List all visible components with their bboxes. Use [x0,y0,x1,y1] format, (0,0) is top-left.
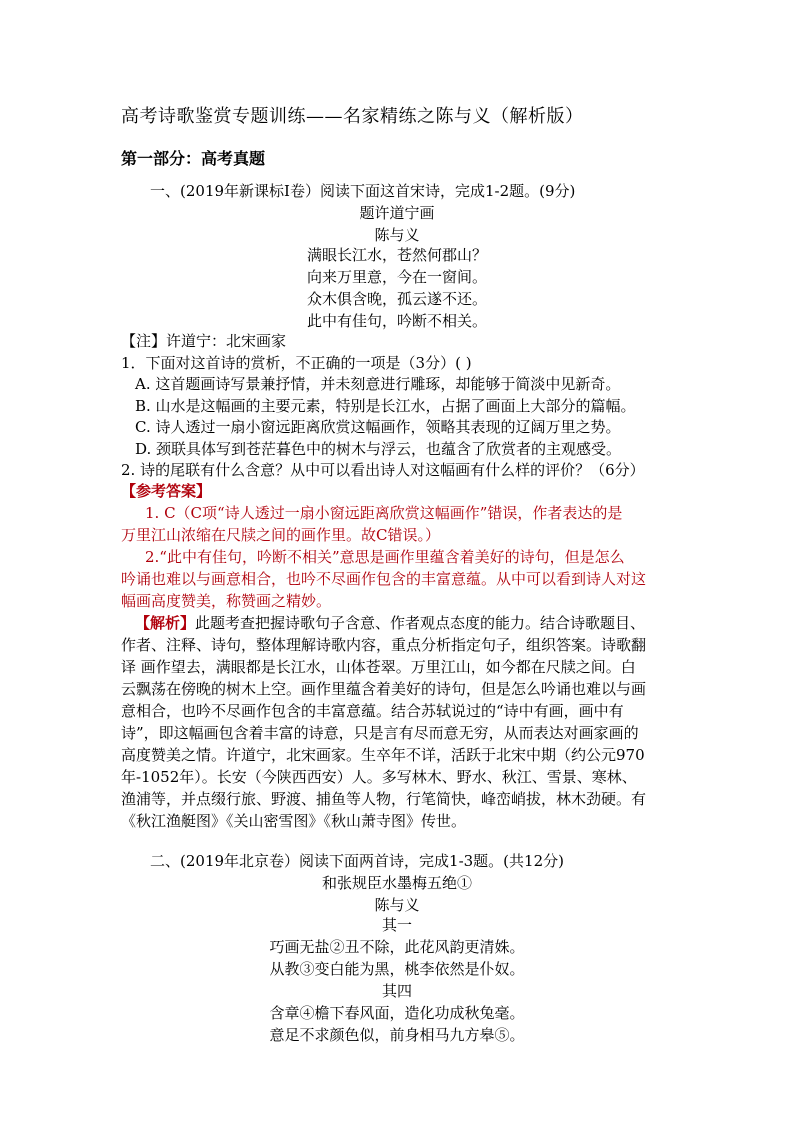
analysis-label: 【解析】 [135,614,196,632]
analysis-line: 渔浦等，并点缀行旅、野渡、捕鱼等人物，行笔简快，峰峦峭拔，林木劲硬。有 [121,790,647,808]
poem2-line: 从教③变白能为黑，桃李依然是仆奴。 [269,960,525,978]
poem1-author: 陈与义 [374,226,420,244]
poem2-line: 巧画无盐②丑不除，此花风韵更清姝。 [269,938,525,956]
poem2-line: 含章④檐下春风面，造化功成秋兔毫。 [269,1004,525,1022]
analysis-line: 诗”，即这幅画包含着丰富的诗意，只是言有尽而意无穷，从而表达对画家画的 [121,724,639,742]
question-1-intro: 一、(2019年新课标Ⅰ卷）阅读下面这首宋诗，完成1-2题。(9分) [150,182,576,200]
answer-1-line: 万里江山浓缩在尺牍之间的画作里。故C错误。） [121,526,440,544]
poem1-title: 题许道宁画 [359,204,435,222]
poem2-part2-label: 其四 [381,982,412,1000]
poem1-line: 向来万里意，今在一窗间。 [306,268,487,286]
analysis-first-text: 此题考查把握诗歌句子含意、作者观点态度的能力。结合诗歌题目、 [195,614,646,632]
poem1-line: 满眼长江水，苍然何郡山？ [306,246,487,264]
question-2-intro: 二、(2019年北京卷）阅读下面两首诗，完成1-3题。(共12分) [150,852,564,870]
answer-1-line: 1. C（C项“诗人透过一扇小窗远距离欣赏这幅画作”错误，作者表达的是 [145,504,623,522]
poem2-line: 意足不求颜色似，前身相马九方皋⑤。 [269,1026,525,1044]
analysis-line: 意相合，也吟不尽画作包含的丰富意蕴。结合苏轼说过的“诗中有画，画中有 [121,702,624,720]
analysis-first-line [135,612,645,634]
analysis-line: 作者、注释、诗句，整体理解诗歌内容，重点分析指定句子，组织答案。诗歌翻 [121,636,647,654]
poem2-title: 和张规臣水墨梅五绝① [321,874,472,892]
answer-2-line: 幅画高度赞美，称赞画之精妙。 [121,592,332,610]
analysis-line: 《秋江渔艇图》《关山密雪图》《秋山萧寺图》传世。 [121,812,467,830]
option-a: A. 这首题画诗写景兼抒情，并未刻意进行雕琢，却能够于简淡中见新奇。 [135,375,621,393]
analysis-line: 云飘荡在傍晚的树木上空。画作里蕴含着美好的诗句，但是怎么吟诵也难以与画 [121,680,647,698]
part1-heading: 第一部分：高考真题 [121,149,266,168]
question-2: 2. 诗的尾联有什么含意？从中可以看出诗人对这幅画有什么样的评价？（6分） [121,461,645,479]
poem1-line: 众木俱含晚，孤云遂不还。 [306,290,487,308]
answer-2-line: 吟诵也难以与画意相合，也吟不尽画作包含的丰富意蕴。从中可以看到诗人对这 [121,570,647,588]
analysis-line: 年-1052年）。长安（今陕西西安）人。多写林木、野水、秋江、雪景、寒林、 [121,768,637,786]
answer-2-line: 2.“此中有佳句，吟断不相关”意思是画作里蕴含着美好的诗句，但是怎么 [145,548,625,566]
option-b: B. 山水是这幅画的主要元素，特别是长江水，占据了画面上大部分的篇幅。 [135,397,636,415]
poem1-note: 【注】许道宁：北宋画家 [121,332,287,350]
option-d: D. 颈联具体写到苍茫暮色中的树木与浮云，也蕴含了欣赏者的主观感受。 [135,440,622,458]
poem1-line: 此中有佳句，吟断不相关。 [306,312,487,330]
reference-answer-label: 【参考答案】 [121,482,212,500]
poem2-author: 陈与义 [374,896,420,914]
analysis-line: 译 画作望去，满眼都是长江水，山体苍翠。万里江山，如今都在尺牍之间。白 [121,658,636,676]
poem2-part1-label: 其一 [381,916,412,934]
document-title: 高考诗歌鉴赏专题训练——名家精练之陈与义（解析版） [121,106,584,127]
analysis-line: 高度赞美之情。许道宁，北宋画家。生卒年不详，活跃于北宋中期（约公元970 [121,746,645,764]
option-c: C. 诗人透过一扇小窗远距离欣赏这幅画作，领略其表现的辽阔万里之势。 [135,418,621,436]
question-1: 1．下面对这首诗的赏析，不正确的一项是（3分）( ) [121,354,472,372]
